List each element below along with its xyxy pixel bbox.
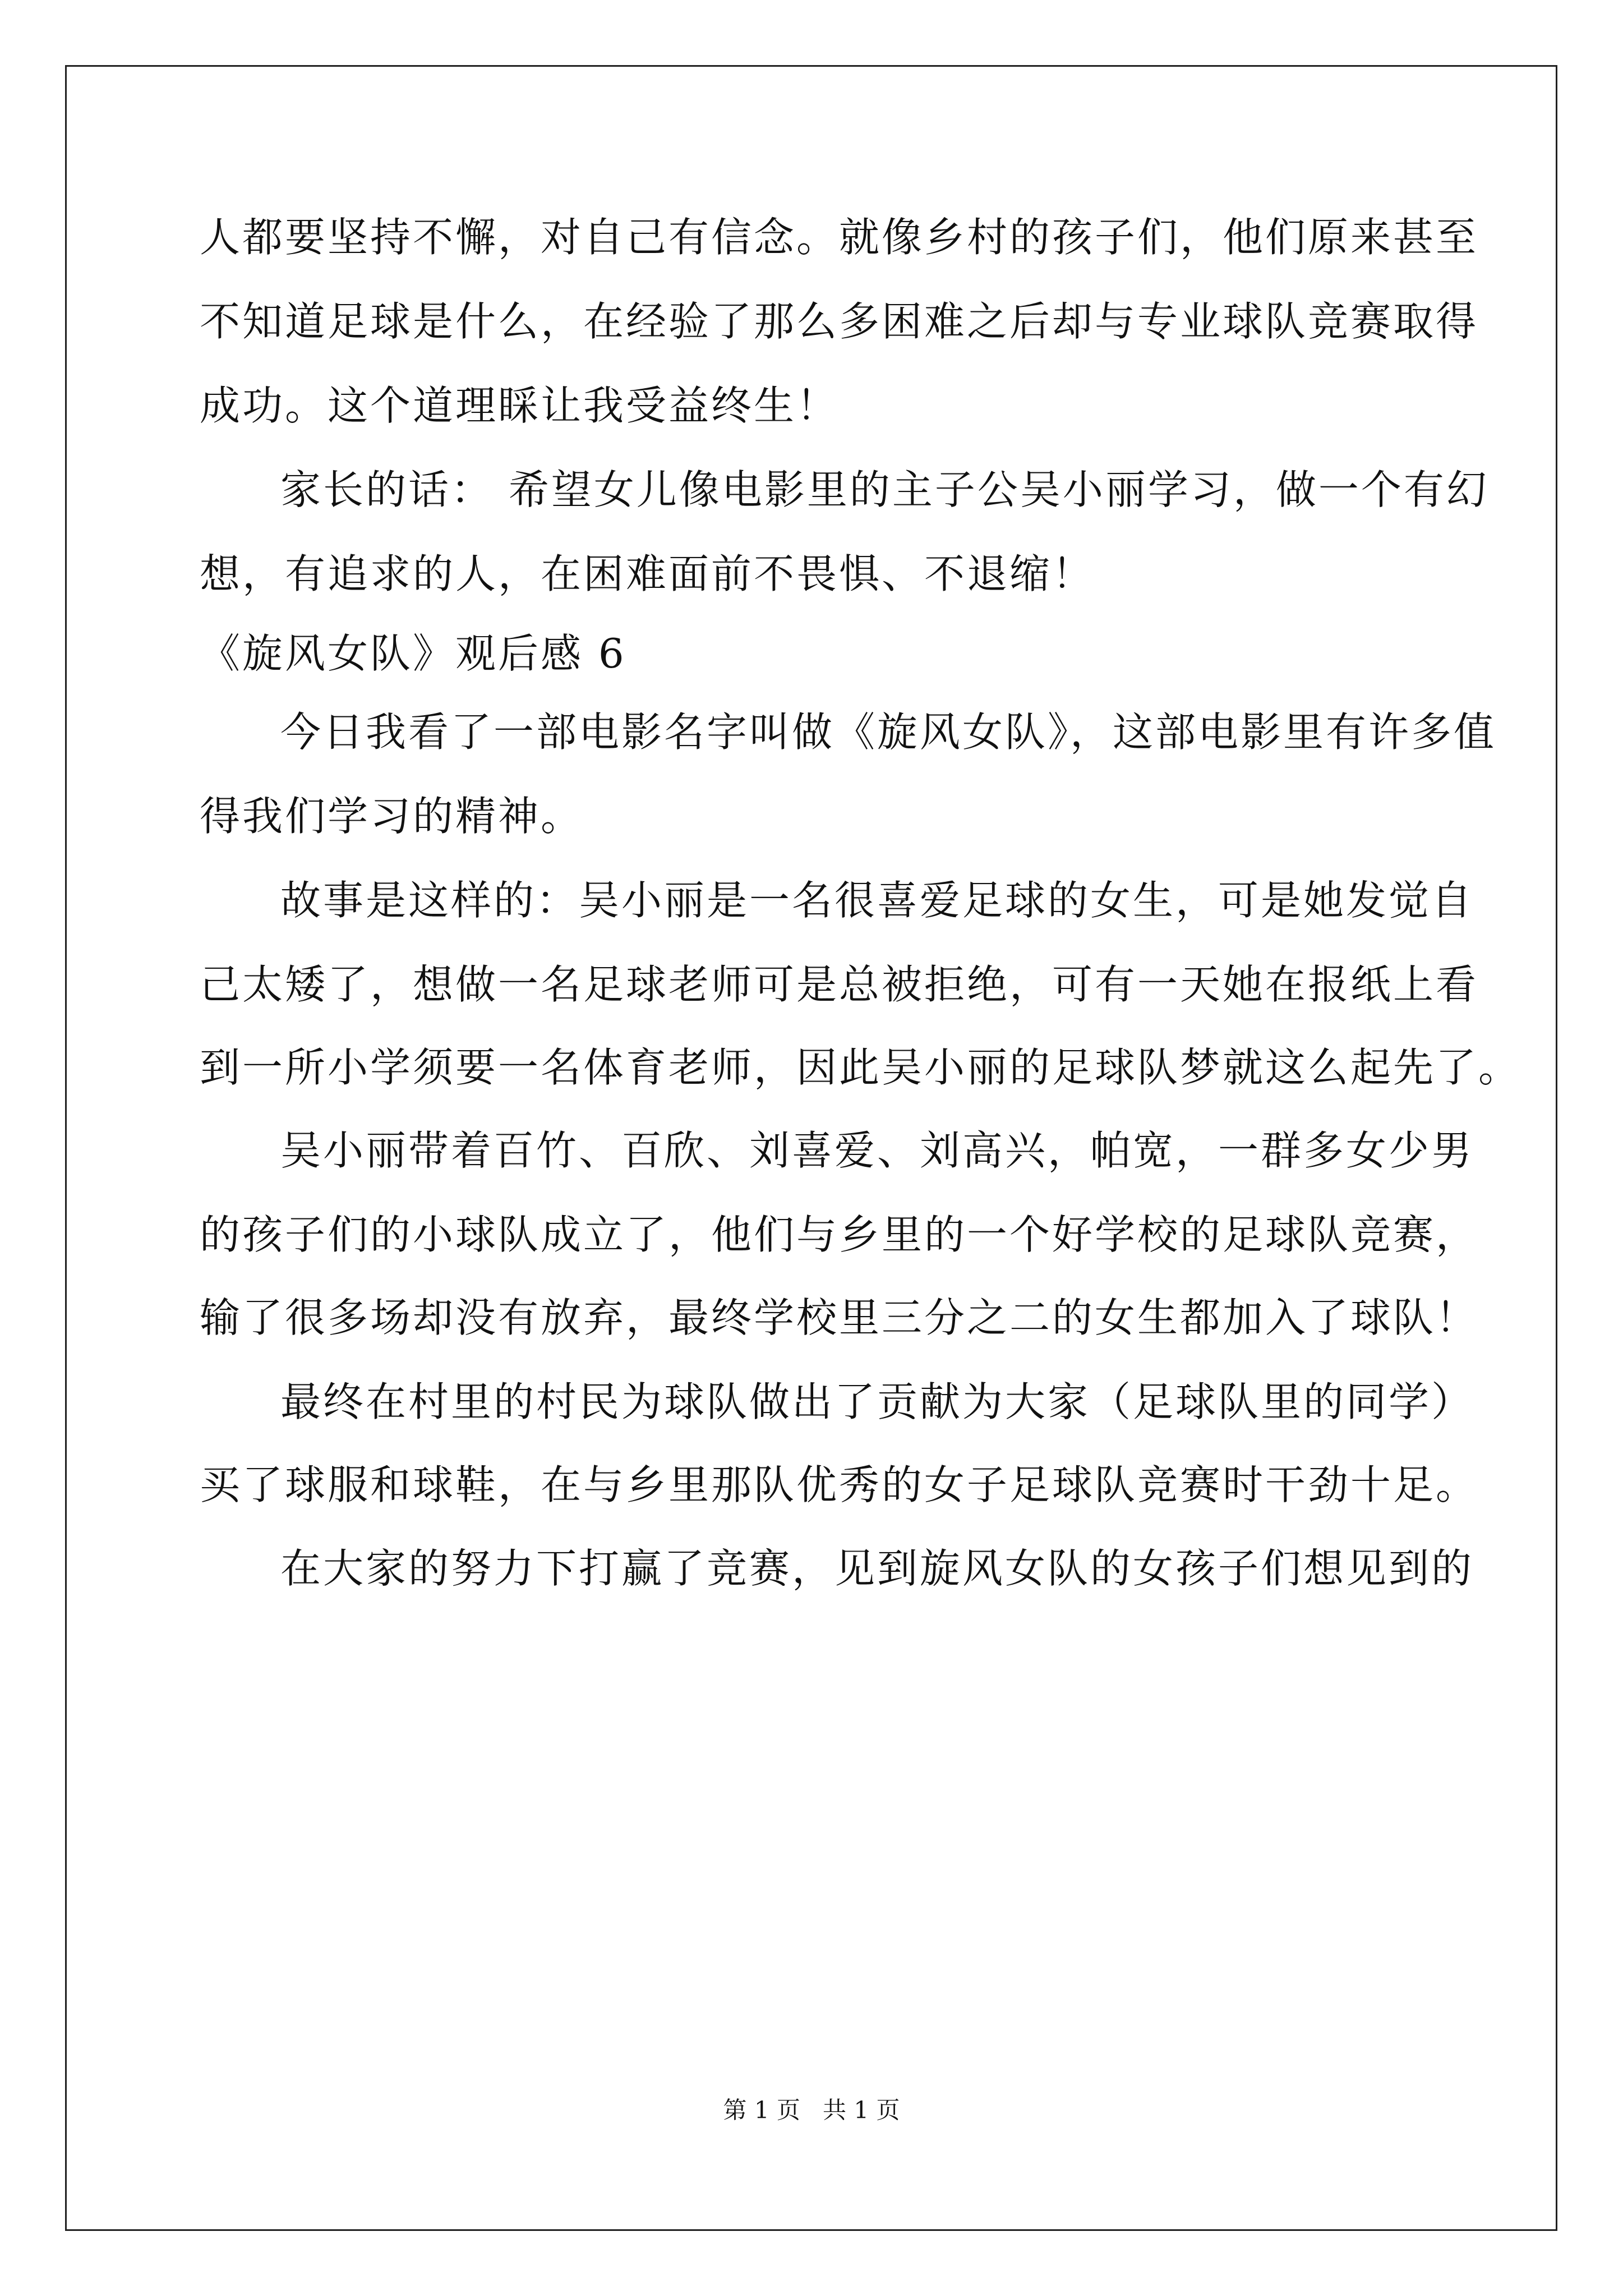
text-line: 家长的话： 希望女儿像电影里的主子公吴小丽学习，做一个有幻 [280, 466, 1489, 513]
text-line: 己太矮了，想做一名足球老师可是总被拒绝，可有一天她在报纸上看 [200, 961, 1479, 1008]
text-line: 故事是这样的：吴小丽是一名很喜爱足球的女生，可是她发觉自 [280, 877, 1474, 924]
text-line: 的孩子们的小球队成立了，他们与乡里的一个好学校的足球队竞赛， [200, 1211, 1479, 1258]
text-line: 不知道足球是什么，在经验了那么多困难之后却与专业球队竞赛取得 [200, 298, 1479, 345]
text-line: 输了很多场却没有放弃，最终学校里三分之二的女生都加入了球队！ [200, 1294, 1479, 1341]
text-line: 到一所小学须要一名体育老师，因此吴小丽的足球队梦就这么起先了。 [200, 1044, 1521, 1091]
text-line: 成功。这个道理睬让我受益终生！ [200, 382, 840, 429]
text-line: 人都要坚持不懈，对自己有信念。就像乡村的孩子们，他们原来甚至 [200, 214, 1479, 261]
text-line: 想，有追求的人，在困难面前不畏惧、不退缩！ [200, 550, 1095, 597]
text-line: 在大家的努力下打赢了竞赛，见到旋风女队的女孩子们想见到的 [280, 1545, 1474, 1592]
text-line: 吴小丽带着百竹、百欣、刘喜爱、刘高兴，帕宽，一群多女少男 [280, 1127, 1474, 1174]
text-line: 得我们学习的精神。 [200, 793, 584, 840]
page-footer: 第 1 页 共 1 页 [723, 2096, 900, 2124]
text-line: 买了球服和球鞋，在与乡里那队优秀的女子足球队竞赛时干劲十足。 [200, 1461, 1479, 1508]
section-heading: 《旋风女队》观后感 6 [200, 630, 626, 677]
text-line: 最终在村里的村民为球队做出了贡献为大家（足球队里的同学） [280, 1378, 1474, 1425]
text-line: 今日我看了一部电影名字叫做《旋风女队》，这部电影里有许多值 [280, 708, 1497, 756]
